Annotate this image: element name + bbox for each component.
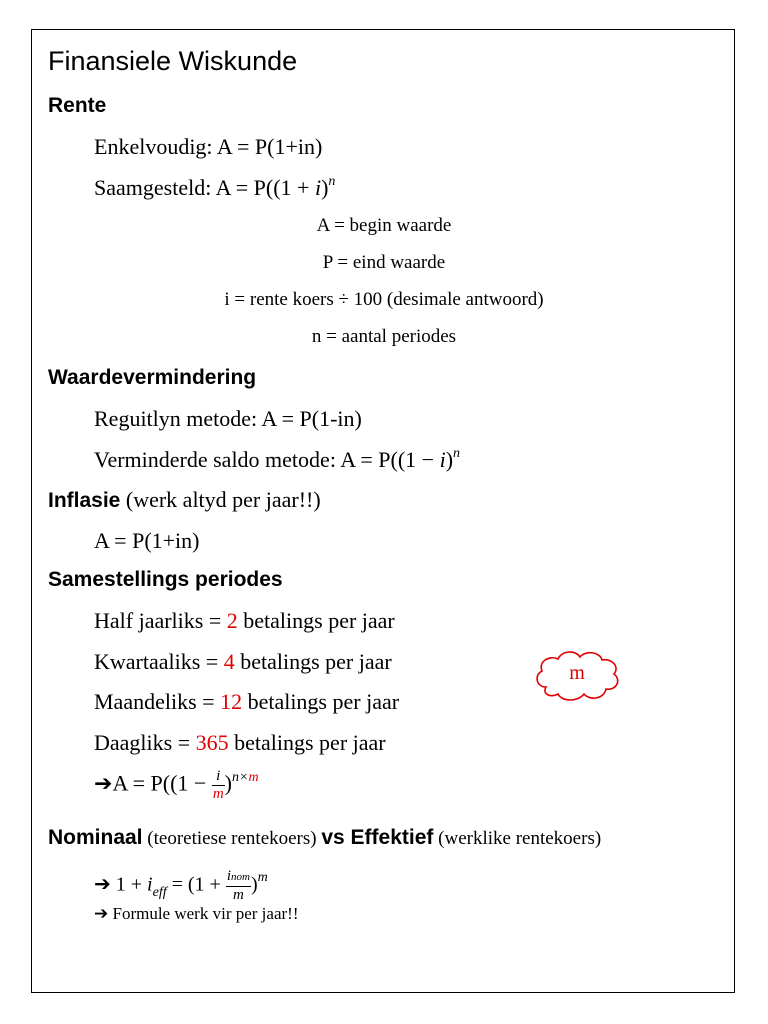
formula-inflasie: A = P(1+in): [94, 528, 200, 553]
effektief-note: (werklike rentekoers): [433, 828, 602, 849]
formula-enkelvoudig: Enkelvoudig: A = P(1+in): [94, 134, 323, 159]
nominaal-note: (teoretiese rentekoers): [142, 828, 322, 849]
heading-nominaal: Nominaal: [48, 826, 143, 849]
list-item: Maandeliks = 12 betalings per jaar: [94, 689, 400, 714]
formula-samestelling: ➔A = P((1 − $\frac{i}{m}$ )$^{n\times m}$: [94, 768, 259, 802]
formula-verminderde-saldo: Verminderde saldo metode: $A = P((1 - i)^n$: [94, 446, 461, 472]
formula-reguitlyn: Reguitlyn metode: A = P(1-in): [94, 406, 362, 431]
page-title: Finansiele Wiskunde: [48, 46, 298, 76]
definition-n: n = aantal periodes: [311, 326, 457, 347]
list-item: Daagliks = 365 betalings per jaar: [94, 730, 386, 755]
arrow-right-icon: ➔: [94, 771, 113, 797]
heading-inflasie: Inflasie: [48, 489, 121, 512]
list-item: Half jaarliks = 2 betalings per jaar: [94, 608, 395, 633]
heading-rente: Rente: [48, 94, 107, 117]
definition-p: P = eind waarde: [322, 252, 446, 273]
note-formule: ➔ Formule werk vir per jaar!!: [94, 904, 299, 924]
page-frame: [31, 29, 735, 993]
nominaal-line: [48, 826, 601, 850]
heading-effektief: vs Effektief: [321, 826, 434, 849]
formula-effektief: ➔ $1 + i_{eff} = (1$ + $\frac{\text{inom}}{m}$ )$^m$: [94, 868, 268, 903]
heading-waardevermindering: Waardevermindering: [48, 366, 257, 389]
definition-i: i = rente koers ÷ 100 (desimale antwoord): [224, 289, 544, 310]
cloud-label-m: m: [569, 662, 585, 684]
list-item: Kwartaaliks = 4 betalings per jaar: [94, 649, 392, 674]
arrow-right-icon: ➔: [94, 904, 109, 924]
inflasie-line: [48, 487, 321, 513]
arrow-right-icon: ➔: [94, 871, 111, 896]
inflasie-note: (werk altyd per jaar!!): [120, 487, 321, 512]
formula-saamgesteld: Saamgesteld: $A = P((1 + i)^n$: [94, 174, 336, 200]
definition-a: A = begin waarde: [316, 215, 452, 236]
heading-samestellings-periodes: Samestellings periodes: [48, 568, 283, 591]
